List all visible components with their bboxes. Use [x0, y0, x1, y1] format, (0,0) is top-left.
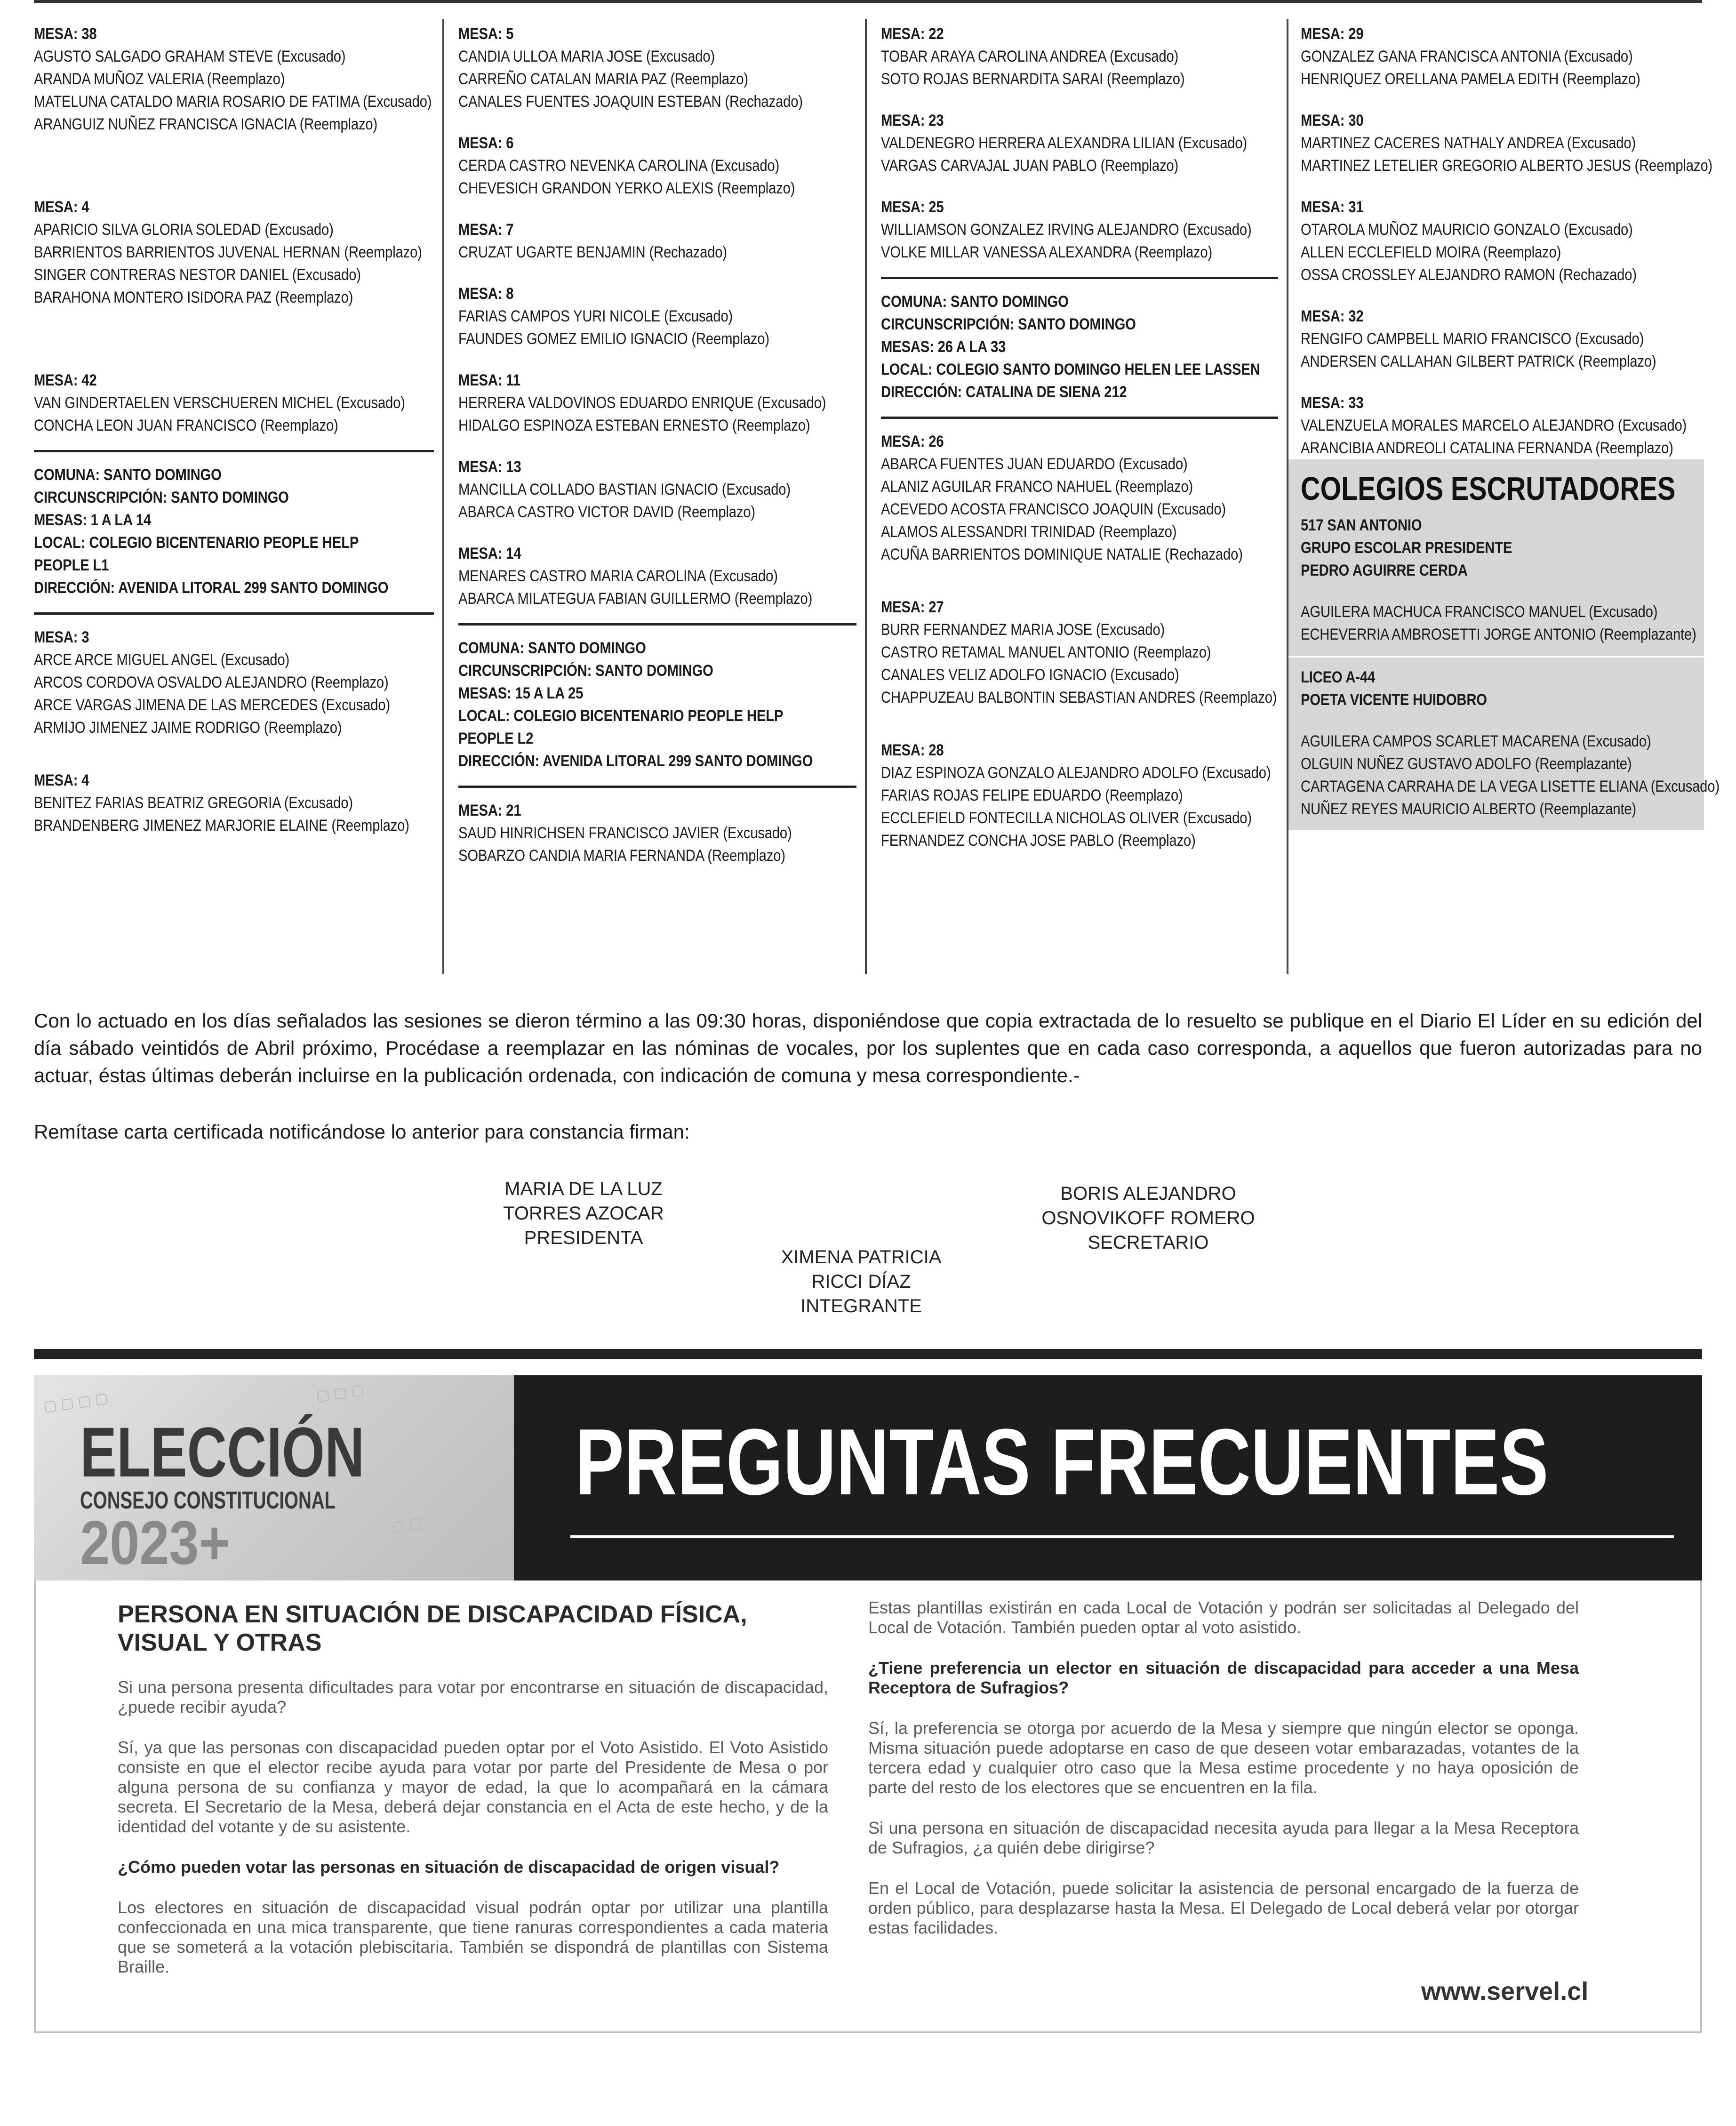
- vocal-entry: SINGER CONTRERAS NESTOR DANIEL (Excusado): [34, 266, 361, 284]
- escrutadores-person: AGUILERA MACHUCA FRANCISCO MANUEL (Excusado): [1301, 603, 1658, 621]
- mesa-header: MESA: 3: [34, 628, 89, 646]
- vocal-entry: ARANDA MUÑOZ VALERIA (Reemplazo): [34, 70, 285, 88]
- escrutadores-head-line: LICEO A-44: [1301, 668, 1376, 686]
- local-info-line: CIRCUNSCRIPCIÓN: SANTO DOMINGO: [34, 489, 289, 506]
- spacer: [458, 437, 856, 456]
- local-info-line: CIRCUNSCRIPCIÓN: SANTO DOMINGO: [881, 315, 1136, 333]
- spacer: [458, 523, 856, 542]
- vocal-entry: ARCE VARGAS JIMENA DE LAS MERCEDES (Excusado): [34, 696, 391, 714]
- vocal-entry: MARTINEZ CACERES NATHALY ANDREA (Excusado): [1301, 134, 1636, 152]
- vocal-entry: VALENZUELA MORALES MARCELO ALEJANDRO (Excusado): [1301, 417, 1687, 434]
- vocal-entry: OSSA CROSSLEY ALEJANDRO RAMON (Rechazado): [1301, 266, 1637, 284]
- vocal-entry: FARIAS ROJAS FELIPE EDUARDO (Reemplazo): [881, 786, 1183, 804]
- local-info-line: DIRECCIÓN: AVENIDA LITORAL 299 SANTO DOMINGO: [34, 579, 389, 597]
- local-info-line: COMUNA: SANTO DOMINGO: [34, 466, 222, 484]
- background-texture: ▢ ▢ ▢ ▢: [42, 1390, 110, 1415]
- spacer: [1301, 177, 1702, 196]
- mesa-header: MESA: 22: [881, 25, 944, 43]
- faq-answer: Los electores en situación de discapacidad visual podrán optar por utilizar una plantilla confeccionada en una mica transparente, que tiene ranuras correspondientes a cada materia que se someterá a la votación plebiscitaria. También se dispondrá de plantillas con Sistema Braille.: [118, 1898, 828, 1976]
- escrutadores-person: OLGUIN NUÑEZ GUSTAVO ADOLFO (Reemplazante): [1301, 755, 1632, 773]
- escrutadores-person: ECHEVERRIA AMBROSETTI JORGE ANTONIO (Reemplazante): [1301, 626, 1696, 643]
- vocal-entry: CANALES FUENTES JOAQUIN ESTEBAN (Rechazado): [458, 93, 803, 111]
- spacer: [458, 113, 856, 132]
- mesa-header: MESA: 13: [458, 458, 521, 476]
- vocal-entry: MATELUNA CATALDO MARIA ROSARIO DE FATIMA (Excusado): [34, 93, 432, 111]
- escrutadores-head-line: POETA VICENTE HUIDOBRO: [1301, 691, 1487, 709]
- faq-answer: Sí, ya que las personas con discapacidad pueden optar por el Voto Asistido. El Voto Asistido consiste en que el elector recibe ayuda para votar por parte del Presidente de Mesa o por alguna persona de su confianza y mayor de edad, la que lo acompañará en la cámara secreta. El Secretario de la Mesa, deberá dejar constancia en el Acta de este hecho, y de la identidad del votante y de su asistente.: [118, 1738, 828, 1836]
- mesa-header: MESA: 23: [881, 112, 944, 129]
- vocal-entry: SOTO ROJAS BERNARDITA SARAI (Reemplazo): [881, 70, 1185, 88]
- signature-line: OSNOVIKOFF ROMERO: [1041, 1208, 1255, 1228]
- vocal-entry: CANDIA ULLOA MARIA JOSE (Excusado): [458, 48, 715, 65]
- local-info-line: PEOPLE L2: [458, 730, 534, 747]
- spacer: [881, 709, 1278, 739]
- local-info-line: MESAS: 1 A LA 14: [34, 511, 152, 529]
- servel-url[interactable]: www.servel.cl: [1421, 1977, 1589, 2006]
- column-4-list: [1301, 23, 1712, 459]
- faq-question: Si una persona presenta dificultades para votar por encontrarse en situación de discapacidad, ¿puede recibir ayuda?: [118, 1677, 828, 1717]
- escrutadores-person: CARTAGENA CARRAHA DE LA VEGA LISETTE ELIANA (Excusado): [1301, 778, 1720, 795]
- mesa-header: MESA: 4: [34, 771, 89, 789]
- signature-line: RICCI DÍAZ: [811, 1271, 911, 1292]
- resolution-paragraph: Con lo actuado en los días señalados las sesiones se dieron término a las 09:30 horas, disponiéndose que copia extractada de lo resuelto se publique en el Diario El Líder en su edición del día sábado veintidós de Abril próximo, Procédase a reemplazar en las nóminas de vocales, por los suplentes que en cada caso corresponda, a aquellos que fueron autorizadas para no actuar, éstas últimas deberán incluirse en la publicación ordenada, con indicación de comuna y mesa correspondiente.-: [34, 1010, 1702, 1086]
- vocal-entry: TOBAR ARAYA CAROLINA ANDREA (Excusado): [881, 48, 1179, 65]
- local-info-line: PEOPLE L1: [34, 556, 109, 574]
- vocal-entry: FAUNDES GOMEZ EMILIO IGNACIO (Reemplazo): [458, 330, 769, 348]
- vocal-entry: ABARCA FUENTES JUAN EDUARDO (Excusado): [881, 455, 1188, 473]
- section-rule: [881, 417, 1278, 419]
- signature-line: XIMENA PATRICIA: [781, 1247, 942, 1268]
- vocal-entry: HENRIQUEZ ORELLANA PAMELA EDITH (Reemplazo): [1301, 70, 1640, 88]
- signature-line: PRESIDENTA: [524, 1227, 643, 1248]
- vocal-entry: HIDALGO ESPINOZA ESTEBAN ERNESTO (Reemplazo): [458, 417, 810, 434]
- mesa-header: MESA: 28: [881, 741, 944, 759]
- escrutadores-title: COLEGIOS ESCRUTADORES: [1301, 470, 1676, 507]
- signature-line: BORIS ALEJANDRO: [1060, 1183, 1236, 1204]
- vocal-entry: ECCLEFIELD FONTECILLA NICHOLAS OLIVER (Excusado): [881, 809, 1252, 827]
- mesa-header: MESA: 4: [34, 198, 89, 216]
- spacer: [34, 309, 434, 339]
- faq-column-left: [118, 1600, 828, 1977]
- vocal-entry: FERNANDEZ CONCHA JOSE PABLO (Reemplazo): [881, 832, 1196, 850]
- top-rule: [34, 0, 1702, 3]
- column-4: [1287, 19, 1720, 974]
- signature-line: SECRETARIO: [1088, 1232, 1209, 1253]
- faq-question: Si una persona en situación de discapacidad necesita ayuda para llegar a la Mesa Receptora de Sufragios, ¿a quién debe dirigirse?: [868, 1818, 1579, 1857]
- vocal-entry: CRUZAT UGARTE BENJAMIN (Rechazado): [458, 243, 727, 261]
- faq-answer: Estas plantillas existirán en cada Local de Votación y podrán ser solicitadas al Delegado del Local de Votación. También pueden optar al voto asistido.: [868, 1598, 1579, 1637]
- consejo-constitucional-label: CONSEJO CONSTITUCIONAL: [80, 1487, 336, 1514]
- mesa-header: MESA: 38: [34, 25, 97, 43]
- signature-line: TORRES AZOCAR: [503, 1203, 664, 1224]
- spacer: [34, 339, 434, 369]
- faq-title: PREGUNTAS FRECUENTES: [575, 1410, 1549, 1515]
- section-rule: [34, 612, 434, 615]
- local-info-line: LOCAL: COLEGIO BICENTENARIO PEOPLE HELP: [458, 707, 784, 725]
- vocal-entry: CHEVESICH GRANDON YERKO ALEXIS (Reemplazo): [458, 179, 795, 197]
- vocal-entry: ABARCA MILATEGUA FABIAN GUILLERMO (Reemplazo): [458, 590, 813, 608]
- mesa-header: MESA: 26: [881, 433, 944, 450]
- signature-line: MARIA DE LA LUZ: [504, 1179, 663, 1199]
- vocal-entry: ALANIZ AGUILAR FRANCO NAHUEL (Reemplazo): [881, 478, 1193, 496]
- vocal-entry: MANCILLA COLLADO BASTIAN IGNACIO (Excusado): [458, 481, 791, 498]
- mesa-header: MESA: 31: [1301, 198, 1364, 216]
- vocal-entry: DIAZ ESPINOZA GONZALO ALEJANDRO ADOLFO (Excusado): [881, 764, 1271, 782]
- faq-banner: [514, 1375, 1702, 1580]
- vocal-entry: BARRIENTOS BARRIENTOS JUVENAL HERNAN (Reemplazo): [34, 243, 422, 261]
- vocal-entry: BURR FERNANDEZ MARIA JOSE (Excusado): [881, 621, 1165, 639]
- spacer: [458, 350, 856, 369]
- resolution-text: [34, 1007, 1702, 1146]
- year-mark: 2023+: [80, 1508, 230, 1577]
- local-info-line: CIRCUNSCRIPCIÓN: SANTO DOMINGO: [458, 662, 713, 680]
- faq-title-underline: [570, 1535, 1674, 1538]
- local-info-line: COMUNA: SANTO DOMINGO: [881, 293, 1069, 311]
- mesa-header: MESA: 14: [458, 545, 521, 562]
- vocal-entry: VAN GINDERTAELEN VERSCHUEREN MICHEL (Excusado): [34, 394, 405, 412]
- escrutadores-person: NUÑEZ REYES MAURICIO ALBERTO (Reemplazante): [1301, 800, 1636, 818]
- mesa-header: MESA: 32: [1301, 307, 1364, 325]
- vocal-entry: SAUD HINRICHSEN FRANCISCO JAVIER (Excusado): [458, 824, 792, 842]
- vocal-entry: CERDA CASTRO NEVENKA CAROLINA (Excusado): [458, 157, 780, 175]
- spacer: [881, 90, 1278, 109]
- escrutadores-head-line: 517 SAN ANTONIO: [1301, 516, 1422, 534]
- vocal-entry: ARCE ARCE MIGUEL ANGEL (Excusado): [34, 651, 290, 669]
- section-rule: [458, 623, 856, 626]
- mesa-header: MESA: 7: [458, 221, 514, 239]
- spacer: [881, 566, 1278, 596]
- local-info-line: DIRECCIÓN: CATALINA DE SIENA 212: [881, 383, 1127, 401]
- spacer: [1301, 90, 1702, 109]
- vocal-entry: ACEVEDO ACOSTA FRANCISCO JOAQUIN (Excusado): [881, 500, 1226, 518]
- faq-question: ¿Cómo pueden votar las personas en situación de discapacidad de origen visual?: [118, 1857, 780, 1877]
- colegios-escrutadores-box: [1288, 459, 1720, 830]
- faq-answer: Sí, la preferencia se otorga por acuerdo de la Mesa y siempre que ningún elector se oponga. Misma situación puede adoptarse en caso de que deseen votar embarazadas, votantes de la tercera edad y cualquier otro caso que la Mesa estime procedente y no haya oposición de parte del resto de los electores que se encuentren en la fila.: [868, 1718, 1579, 1797]
- section-rule: [458, 786, 856, 788]
- vocal-entry: WILLIAMSON GONZALEZ IRVING ALEJANDRO (Excusado): [881, 221, 1252, 239]
- vocal-entry: ARCOS CORDOVA OSVALDO ALEJANDRO (Reemplazo): [34, 674, 389, 691]
- escrutadores-divider: [1288, 656, 1704, 658]
- vocal-entry: MARTINEZ LETELIER GREGORIO ALBERTO JESUS (Reemplazo): [1301, 157, 1712, 175]
- section-rule: [34, 450, 434, 452]
- spacer: [34, 136, 434, 166]
- column-3: [865, 19, 1287, 974]
- mesa-header: MESA: 6: [458, 134, 514, 152]
- vocal-entry: ARANCIBIA ANDREOLI CATALINA FERNANDA (Reemplazo): [1301, 439, 1673, 457]
- spacer: [881, 177, 1278, 196]
- local-info-line: MESAS: 26 A LA 33: [881, 338, 1006, 356]
- faq-column-right: [868, 1598, 1579, 1938]
- vocal-entry: ARMIJO JIMENEZ JAIME RODRIGO (Reemplazo): [34, 719, 342, 737]
- vocal-entry: SOBARZO CANDIA MARIA FERNANDA (Reemplazo): [458, 847, 785, 865]
- vocal-entry: ARANGUIZ NUÑEZ FRANCISCA IGNACIA (Reemplazo): [34, 115, 378, 133]
- vocal-entry: BENITEZ FARIAS BEATRIZ GREGORIA (Excusado): [34, 794, 353, 812]
- spacer: [458, 200, 856, 218]
- background-texture: ▢ ▢: [391, 1515, 424, 1535]
- background-texture: ▢ ▢ ▢: [315, 1382, 365, 1404]
- vocal-entry: RENGIFO CAMPBELL MARIO FRANCISCO (Excusado): [1301, 330, 1644, 348]
- vocal-entry: BARAHONA MONTERO ISIDORA PAZ (Reemplazo): [34, 289, 353, 306]
- eleccion-wordmark: ELECCIÓN: [80, 1412, 365, 1492]
- mesa-header: MESA: 42: [34, 371, 97, 389]
- vocal-entry: HERRERA VALDOVINOS EDUARDO ENRIQUE (Excusado): [458, 394, 826, 412]
- results-columns: [34, 19, 1720, 974]
- vocal-entry: VOLKE MILLAR VANESSA ALEXANDRA (Reemplazo): [881, 243, 1213, 261]
- spacer: [34, 166, 434, 196]
- vocal-entry: OTAROLA MUÑOZ MAURICIO GONZALO (Excusado): [1301, 221, 1633, 239]
- signature-integrante: [753, 1245, 969, 1318]
- vocal-entry: CHAPPUZEAU BALBONTIN SEBASTIAN ANDRES (Reemplazo): [881, 689, 1277, 706]
- mesa-header: MESA: 25: [881, 198, 944, 216]
- local-info-line: COMUNA: SANTO DOMINGO: [458, 639, 646, 657]
- local-info-line: DIRECCIÓN: AVENIDA LITORAL 299 SANTO DOMINGO: [458, 752, 813, 770]
- signature-secretario: [1026, 1181, 1271, 1255]
- mesa-header: MESA: 29: [1301, 25, 1364, 43]
- vocal-entry: AGUSTO SALGADO GRAHAM STEVE (Excusado): [34, 48, 346, 65]
- column-2: [442, 19, 865, 974]
- mesa-header: MESA: 11: [458, 371, 520, 389]
- mesa-header: MESA: 5: [458, 25, 514, 43]
- vocal-entry: APARICIO SILVA GLORIA SOLEDAD (Excusado): [34, 221, 334, 239]
- signature-presidenta: [461, 1177, 706, 1250]
- vocal-entry: MENARES CASTRO MARIA CAROLINA (Excusado): [458, 567, 778, 585]
- mesa-header: MESA: 30: [1301, 112, 1364, 129]
- signature-line: INTEGRANTE: [800, 1296, 922, 1316]
- local-info-line: MESAS: 15 A LA 25: [458, 684, 584, 702]
- faq-answer: En el Local de Votación, puede solicitar la asistencia de personal encargado de la fuerza de orden público, para desplazarse hasta la Mesa. El Delegado de Local deberá velar por otorgar estas facilidades.: [868, 1878, 1579, 1937]
- spacer: [1301, 286, 1702, 305]
- vocal-entry: FARIAS CAMPOS YURI NICOLE (Excusado): [458, 307, 733, 325]
- escrutadores-head-line: PEDRO AGUIRRE CERDA: [1301, 562, 1468, 579]
- vocal-entry: GONZALEZ GANA FRANCISCA ANTONIA (Excusado): [1301, 48, 1633, 65]
- spacer: [1301, 373, 1702, 392]
- spacer: [34, 739, 434, 769]
- vocal-entry: VARGAS CARVAJAL JUAN PABLO (Reemplazo): [881, 157, 1179, 175]
- section-divider: [34, 1349, 1702, 1359]
- vocal-entry: ACUÑA BARRIENTOS DOMINIQUE NATALIE (Rechazado): [881, 546, 1243, 563]
- vocal-entry: ALLEN ECCLEFIELD MOIRA (Reemplazo): [1301, 243, 1561, 261]
- vocal-entry: ANDERSEN CALLAHAN GILBERT PATRICK (Reemplazo): [1301, 353, 1656, 370]
- eleccion-logo-banner: [34, 1375, 514, 1580]
- mesa-header: MESA: 33: [1301, 394, 1364, 412]
- vocal-entry: CASTRO RETAMAL MANUEL ANTONIO (Reemplazo): [881, 643, 1211, 661]
- local-info-line: LOCAL: COLEGIO BICENTENARIO PEOPLE HELP: [34, 534, 359, 552]
- section-rule: [881, 277, 1278, 279]
- escrutadores-person: AGUILERA CAMPOS SCARLET MACARENA (Excusado): [1301, 732, 1651, 750]
- column-1: [34, 19, 442, 974]
- vocal-entry: ALAMOS ALESSANDRI TRINIDAD (Reemplazo): [881, 523, 1177, 541]
- vocal-entry: CONCHA LEON JUAN FRANCISCO (Reemplazo): [34, 417, 338, 434]
- vocal-entry: BRANDENBERG JIMENEZ MARJORIE ELAINE (Reemplazo): [34, 817, 409, 834]
- vocal-entry: CARREÑO CATALAN MARIA PAZ (Reemplazo): [458, 70, 748, 88]
- mesa-header: MESA: 21: [458, 802, 521, 819]
- local-info-line: LOCAL: COLEGIO SANTO DOMINGO HELEN LEE LASSEN: [881, 361, 1260, 378]
- escrutadores-head-line: GRUPO ESCOLAR PRESIDENTE: [1301, 539, 1512, 557]
- faq-heading: PERSONA EN SITUACIÓN DE DISCAPACIDAD FÍSICA, VISUAL Y OTRAS: [118, 1601, 747, 1656]
- mesa-header: MESA: 8: [458, 285, 514, 303]
- mesa-header: MESA: 27: [881, 598, 944, 616]
- certification-paragraph: Remítase carta certificada notificándose lo anterior para constancia firman:: [34, 1121, 690, 1143]
- spacer: [458, 264, 856, 282]
- faq-question: ¿Tiene preferencia un elector en situación de discapacidad para acceder a una Mesa Receptora de Sufragios?: [868, 1658, 1579, 1697]
- vocal-entry: CANALES VELIZ ADOLFO IGNACIO (Excusado): [881, 666, 1179, 684]
- vocal-entry: ABARCA CASTRO VICTOR DAVID (Reemplazo): [458, 503, 755, 521]
- vocal-entry: VALDENEGRO HERRERA ALEXANDRA LILIAN (Excusado): [881, 134, 1248, 152]
